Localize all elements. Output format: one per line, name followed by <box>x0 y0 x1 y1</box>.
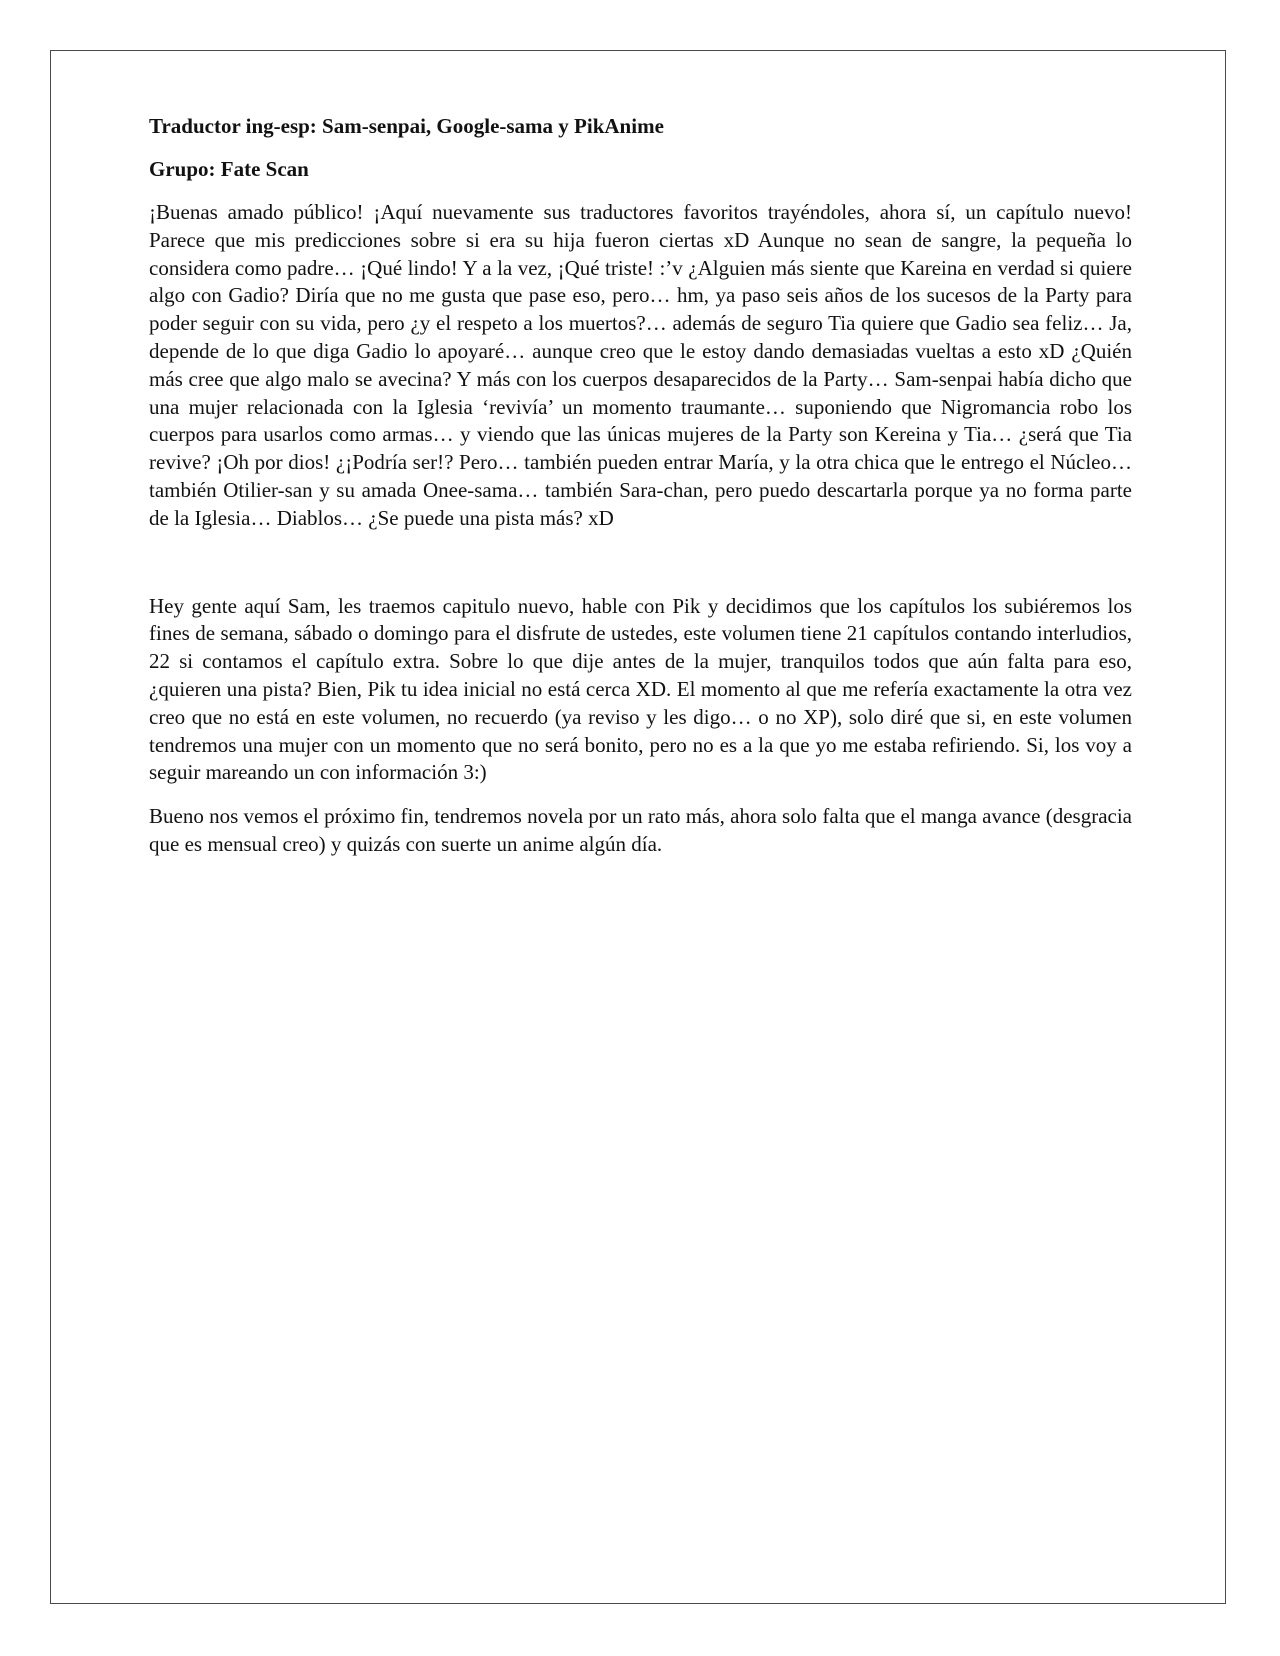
paragraph-intro: ¡Buenas amado público! ¡Aquí nuevamente sus traductores favoritos trayéndoles, ahora sí, un capítulo nuevo! Parece que mis predicciones sobre si era su hija fueron ciertas xD Aunque no sean de sangre, la pequeña lo considera como padre… ¡Qué lindo! Y a la vez, ¡Qué triste! :’v ¿Alguien más siente que Kareina en verdad si quiere algo con Gadio? Diría que no me gusta que pase eso, pero… hm, ya paso seis años de los sucesos de la Party para poder seguir con su vida, pero ¿y el respeto a los muertos?… además de seguro Tia quiere que Gadio sea feliz… Ja, depende de lo que diga Gadio lo apoyaré… aunque creo que le estoy dando demasiadas vueltas a esto xD ¿Quién más cree que algo malo se avecina? Y más con los cuerpos desaparecidos de la Party… Sam-senpai había dicho que una mujer relacionada con la Iglesia ‘revivía’ un momento traumante… suponiendo que Nigromancia robo los cuerpos para usarlos como armas… y viendo que las únicas mujeres de la Party son Kereina y Tia… ¿será que Tia revive? ¡Oh por dios! ¿¡Podría ser!? Pero… también pueden entrar María, y la otra chica que le entrego el Núcleo… también Otilier-san y su amada Onee-sama… también Sara-chan, pero puedo descartarla porque ya no forma parte de la Iglesia… Diablos… ¿Se puede una pista más? xD <box>149 200 1132 530</box>
paragraph-closing: Bueno nos vemos el próximo fin, tendremos novela por un rato más, ahora solo falta que el manga avance (desgracia que es mensual creo) y quizás con suerte un anime algún día. <box>149 804 1132 856</box>
heading-translator: Traductor ing-esp: Sam-senpai, Google-sama y PikAnime <box>149 114 664 138</box>
paragraph-sam-note: Hey gente aquí Sam, les traemos capitulo nuevo, hable con Pik y decidimos que los capítulos los subiéremos los fines de semana, sábado o domingo para el disfrute de ustedes, este volumen tiene 21 capítulos contando interludios, 22 si contamos el capítulo extra. Sobre lo que dije antes de la mujer, tranquilos todos que aún falta para eso, ¿quieren una pista? Bien, Pik tu idea inicial no está cerca XD. El momento al que me refería exactamente la otra vez creo que no está en este volumen, no recuerdo (ya reviso y les digo… o no XP), solo diré que si, en este volumen tendremos una mujer con un momento que no será bonito, pero no es a la que yo me estaba refiriendo. Si, los voy a seguir mareando un con información 3:) <box>149 593 1132 785</box>
document-body <box>149 113 1132 859</box>
paragraph-gap <box>149 533 1132 593</box>
heading-group: Grupo: Fate Scan <box>149 157 309 181</box>
